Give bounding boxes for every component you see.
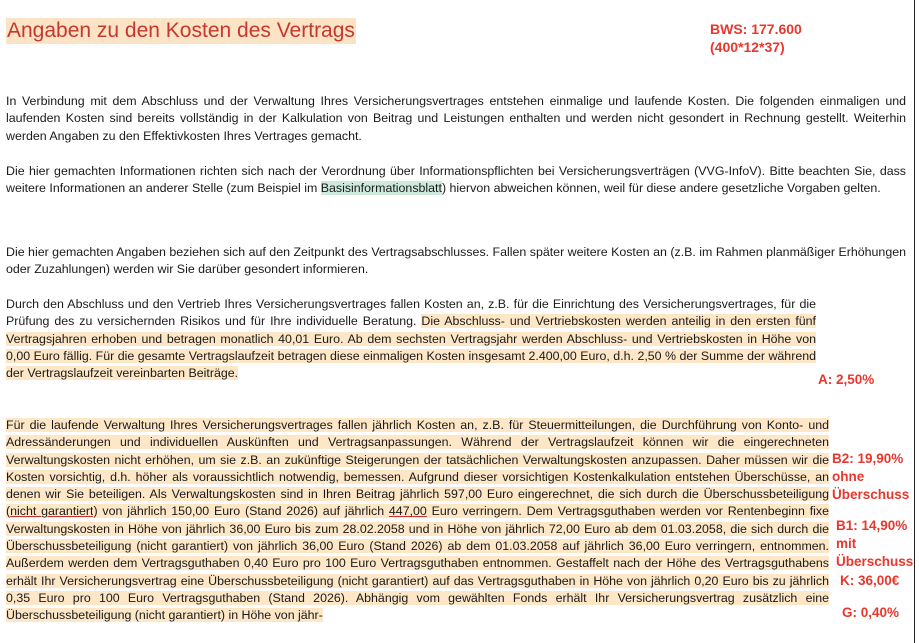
paragraph-acquisition-costs [6,296,816,382]
acquisition-costs-text: Durch den Abschluss und den Vertrieb Ihres Versicherungsvertrages fallen Kosten an, z.B. für die Einrichtung des Versicherungsvertrages, für die Prüfung des zu versichernden Risikos und für Ihre individuelle Beratung. [6,297,816,329]
paragraph-administration-costs [6,417,829,625]
note-a: A: 2,50% [818,372,875,387]
page-edge-divider [914,0,915,643]
bws-line-1: BWS: 177.600 [710,21,802,37]
paragraph-vvg-text-after: ) hiervon abweichen können, weil für diese andere gesetzliche Vorgaben gelten. [441,181,881,196]
note-b2: B2: 19,90% [832,451,904,466]
note-b1: B1: 14,90% [836,518,908,533]
note-ohne: ohne [832,469,865,484]
paragraph-vvg-text-before: Die hier gemachten Informationen richten sich nach der Verordnung über Informationspflichten bei Versicherungsverträgen (VVG-InfoV). Bitte beachten Sie, dass weitere Informationen an anderer Stelle (zum Beispiel im [6,164,906,196]
basisinformationsblatt-link[interactable]: Basisinformationsblatt [320,181,442,196]
administration-costs-text-c: Euro verringern. Dem Vertragsguthaben werden vor Rentenbeginn fixe Verwaltungskosten in Höhe von jährlich 36,00 Euro bis zum 28.02.2058 und in Höhe von jährlich 72,00 Euro ab dem 01.03.2058, die sich durch die Überschussbeteiligung (nicht garantiert) von jährlich 36,00 Euro (Stand 2026) ab dem 01.03.2058 auf jährlich 36,00 Euro verringern, entnommen. Außerdem werden dem Vertragsguthaben 0,40 Euro pro 100 Euro Vertragsguthaben entnommen. Gestaffelt nach der Höhe des Vertragsguthabens erhält Ihr Versicherungsvertrag eine Überschussbeteiligung (nicht garantiert) auf das Vertragsguthaben in Höhe von jährlich 0,20 Euro bis zu jährlich 0,35 Euro pro 100 Euro Vertragsguthaben (Stand 2026). Abhängig vom gewählten Fonds erhält Ihr Versicherungsvertrag zusätzlich eine Überschussbeteiligung (nicht garantiert) in Höhe von jähr- [6,504,829,623]
administration-costs-text-a: Für die laufende Verwaltung Ihres Versicherungsvertrages fallen jährlich Kosten an, z.B. für Steuermitteilungen, die Durchführung von Konto- und Adressänderungen und individuellen Auskünften und Vertragsanpassungen. Während der Vertragslaufzeit können wir die eingerechneten Verwaltungskosten nicht erhöhen, um sie z.B. an zukünftige Steigerungen der tatsächlichen Verwaltungskosten anzupassen. Daher müssen wir die Kosten vorsichtig, d.h. höher als voraussichtlich notwendig, bemessen. Aufgrund dieser vorsichtigen Kostenkalkulation entstehen Überschüsse, an denen wir Sie beteiligen. Als Verwaltungskosten sind in Ihren Beitrag jährlich 597,00 Euro eingerechnet, die sich durch die Überschussbeteiligung ( [6,418,829,519]
paragraph-time-reference: Die hier gemachten Angaben beziehen sich auf den Zeitpunkt des Vertragsabschlusses. Fallen später weitere Kosten an (z.B. im Rahmen planmäßiger Erhöhungen oder Zuzahlungen) werden wir Sie darüber gesondert informieren. [6,245,906,277]
acquisition-costs-highlight: Die Abschluss- und Vertriebskosten werden anteilig in den ersten fünf Vertragsjahren erhoben und betragen monatlich 40,01 Euro. Ab dem sechsten Vertragsjahr werden Abschluss- und Vertriebskosten in Höhe von 0,00 Euro fällig. Für die gesamte Vertragslaufzeit betragen diese einmaligen Kosten insgesamt 2.400,00 Euro, d.h. 2,50 % der Summe der während der Vertragslaufzeit vereinbarten Beiträge. [6,314,817,381]
note-mit: mit [836,536,857,551]
page-title: Angaben zu den Kosten des Vertrags [7,19,355,42]
note-ueberschuss-2: Überschuss [836,554,914,569]
bws-line-2: (400*12*37) [710,39,785,55]
paragraph-vvg-info [6,163,906,198]
paragraph-intro: In Verbindung mit dem Abschluss und der Verwaltung Ihres Versicherungsvertrages entstehen einmalige und laufende Kosten. Die folgenden einmaligen und laufenden Kosten sind bereits vollständig in der Kalkulation von Beitrag und Leistungen enthalten und werden nicht gesondert in Rechnung gestellt. Weiterhin werden Angaben zu den Effektivkosten Ihres Vertrages gemacht. [6,94,906,143]
amount-447-underlined: 447,00 [388,504,427,519]
note-ueberschuss-1: Überschuss [832,487,910,502]
nicht-garantiert-underlined: nicht garantiert [10,504,94,519]
note-g: G: 0,40% [842,605,900,620]
note-k: K: 36,00€ [840,573,900,588]
administration-costs-text-b: ) von jährlich 150,00 Euro (Stand 2026) auf jährlich [93,504,389,519]
bws-annotation [710,20,802,56]
